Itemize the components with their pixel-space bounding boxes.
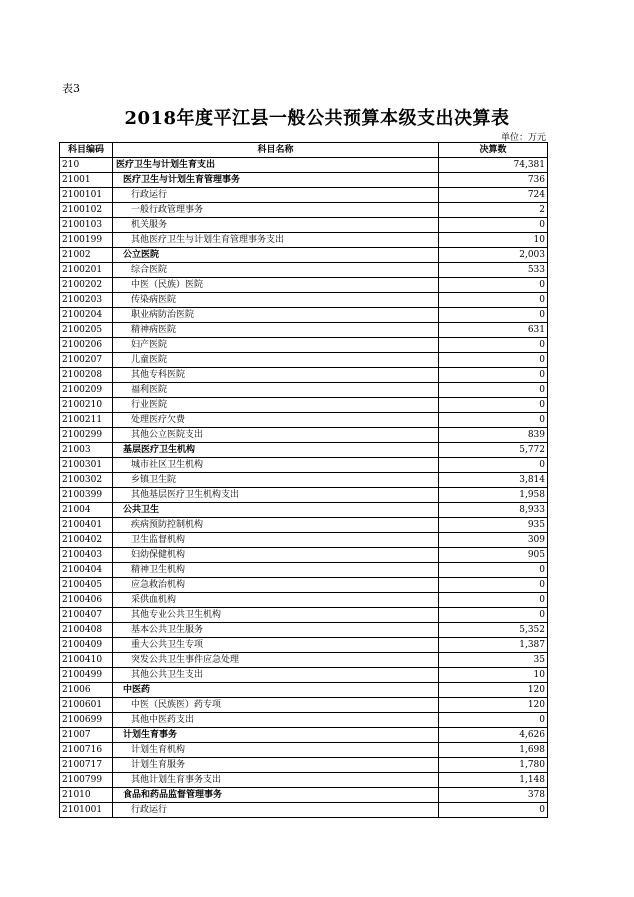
amount-cell: 5,772 [439, 443, 548, 458]
code-cell: 21003 [60, 443, 113, 458]
amount-cell: 5,352 [439, 623, 548, 638]
amount-cell: 0 [439, 308, 548, 323]
name-cell: 其他计划生育事务支出 [113, 773, 439, 788]
table-row [60, 638, 548, 653]
table-row [60, 548, 548, 563]
amount-cell: 3,814 [439, 473, 548, 488]
code-cell: 2100203 [60, 293, 113, 308]
table-header-row [60, 143, 548, 158]
name-cell: 其他基层医疗卫生机构支出 [113, 488, 439, 503]
code-cell: 2100699 [60, 713, 113, 728]
table-row [60, 203, 548, 218]
name-cell: 公共卫生 [113, 503, 439, 518]
code-cell: 21010 [60, 788, 113, 803]
code-cell: 2100499 [60, 668, 113, 683]
amount-cell: 724 [439, 188, 548, 203]
table-row [60, 413, 548, 428]
code-cell: 21004 [60, 503, 113, 518]
name-cell: 传染病医院 [113, 293, 439, 308]
name-cell: 基本公共卫生服务 [113, 623, 439, 638]
name-cell: 其他专科医院 [113, 368, 439, 383]
name-cell: 精神卫生机构 [113, 563, 439, 578]
amount-cell: 2,003 [439, 248, 548, 263]
name-cell: 其他医疗卫生与计划生育管理事务支出 [113, 233, 439, 248]
amount-cell: 0 [439, 368, 548, 383]
table-row [60, 743, 548, 758]
code-cell: 2100202 [60, 278, 113, 293]
name-cell: 机关服务 [113, 218, 439, 233]
amount-cell: 0 [439, 593, 548, 608]
name-cell: 其他中医药支出 [113, 713, 439, 728]
name-cell: 城市社区卫生机构 [113, 458, 439, 473]
table-row [60, 728, 548, 743]
amount-cell: 1,387 [439, 638, 548, 653]
amount-cell: 0 [439, 353, 548, 368]
code-cell: 210 [60, 158, 113, 173]
amount-cell: 905 [439, 548, 548, 563]
code-cell: 2100716 [60, 743, 113, 758]
name-cell: 行政运行 [113, 188, 439, 203]
amount-cell: 378 [439, 788, 548, 803]
table-row [60, 233, 548, 248]
table-row [60, 398, 548, 413]
unit-label: 单位：万元 [500, 133, 546, 143]
table-row [60, 218, 548, 233]
amount-cell: 120 [439, 698, 548, 713]
table-row [60, 803, 548, 818]
table-row [60, 503, 548, 518]
code-cell: 2100406 [60, 593, 113, 608]
amount-cell: 0 [439, 413, 548, 428]
amount-cell: 533 [439, 263, 548, 278]
table-row [60, 473, 548, 488]
code-cell: 2100410 [60, 653, 113, 668]
name-cell: 行政运行 [113, 803, 439, 818]
table-row [60, 443, 548, 458]
name-cell: 计划生育机构 [113, 743, 439, 758]
amount-cell: 0 [439, 398, 548, 413]
name-cell: 中医药 [113, 683, 439, 698]
code-cell: 2100601 [60, 698, 113, 713]
table-row [60, 158, 548, 173]
amount-cell: 10 [439, 233, 548, 248]
table-row [60, 353, 548, 368]
amount-cell: 0 [439, 458, 548, 473]
code-cell: 2100207 [60, 353, 113, 368]
table-row [60, 368, 548, 383]
amount-cell: 1,148 [439, 773, 548, 788]
amount-cell: 1,958 [439, 488, 548, 503]
table-row [60, 173, 548, 188]
name-cell: 医疗卫生与计划生育管理事务 [113, 173, 439, 188]
table-row [60, 323, 548, 338]
amount-cell: 736 [439, 173, 548, 188]
header-amount: 决算数 [439, 143, 548, 158]
table-row [60, 518, 548, 533]
table-row [60, 428, 548, 443]
code-cell: 2100204 [60, 308, 113, 323]
table-label: 表3 [62, 82, 80, 95]
code-cell: 2100299 [60, 428, 113, 443]
code-cell: 21007 [60, 728, 113, 743]
table-row [60, 563, 548, 578]
table-row [60, 383, 548, 398]
name-cell: 卫生监督机构 [113, 533, 439, 548]
table-row [60, 308, 548, 323]
code-cell: 2100302 [60, 473, 113, 488]
table-row [60, 188, 548, 203]
name-cell: 计划生育服务 [113, 758, 439, 773]
amount-cell: 631 [439, 323, 548, 338]
amount-cell: 0 [439, 803, 548, 818]
amount-cell: 0 [439, 338, 548, 353]
code-cell: 2100409 [60, 638, 113, 653]
name-cell: 综合医院 [113, 263, 439, 278]
name-cell: 应急救治机构 [113, 578, 439, 593]
name-cell: 重大公共卫生专项 [113, 638, 439, 653]
code-cell: 2100102 [60, 203, 113, 218]
name-cell: 食品和药品监督管理事务 [113, 788, 439, 803]
amount-cell: 4,626 [439, 728, 548, 743]
header-code: 科目编码 [60, 143, 113, 158]
code-cell: 21002 [60, 248, 113, 263]
code-cell: 2100404 [60, 563, 113, 578]
code-cell: 2100408 [60, 623, 113, 638]
amount-cell: 2 [439, 203, 548, 218]
table-row [60, 758, 548, 773]
code-cell: 2100211 [60, 413, 113, 428]
name-cell: 疾病预防控制机构 [113, 518, 439, 533]
name-cell: 福利医院 [113, 383, 439, 398]
amount-cell: 0 [439, 608, 548, 623]
name-cell: 计划生育事务 [113, 728, 439, 743]
table-row [60, 788, 548, 803]
code-cell: 2100103 [60, 218, 113, 233]
name-cell: 其他公立医院支出 [113, 428, 439, 443]
table-row [60, 593, 548, 608]
amount-cell: 935 [439, 518, 548, 533]
code-cell: 2100407 [60, 608, 113, 623]
amount-cell: 1,780 [439, 758, 548, 773]
amount-cell: 0 [439, 578, 548, 593]
code-cell: 2100210 [60, 398, 113, 413]
table-row [60, 578, 548, 593]
name-cell: 突发公共卫生事件应急处理 [113, 653, 439, 668]
name-cell: 行业医院 [113, 398, 439, 413]
header-name: 科目名称 [113, 143, 439, 158]
code-cell: 2101001 [60, 803, 113, 818]
table-row [60, 533, 548, 548]
name-cell: 公立医院 [113, 248, 439, 263]
code-cell: 2100402 [60, 533, 113, 548]
name-cell: 一般行政管理事务 [113, 203, 439, 218]
code-cell: 2100399 [60, 488, 113, 503]
name-cell: 职业病防治医院 [113, 308, 439, 323]
name-cell: 妇产医院 [113, 338, 439, 353]
amount-cell: 0 [439, 563, 548, 578]
table-row [60, 293, 548, 308]
code-cell: 21006 [60, 683, 113, 698]
code-cell: 2100199 [60, 233, 113, 248]
code-cell: 2100205 [60, 323, 113, 338]
budget-table [59, 142, 548, 818]
table-row [60, 653, 548, 668]
amount-cell: 0 [439, 713, 548, 728]
name-cell: 中医（民族）医院 [113, 278, 439, 293]
code-cell: 2100206 [60, 338, 113, 353]
amount-cell: 10 [439, 668, 548, 683]
code-cell: 2100799 [60, 773, 113, 788]
table-row [60, 713, 548, 728]
table-row [60, 683, 548, 698]
table-row [60, 698, 548, 713]
table-body [60, 158, 548, 818]
table-row [60, 623, 548, 638]
code-cell: 2100101 [60, 188, 113, 203]
amount-cell: 74,381 [439, 158, 548, 173]
amount-cell: 309 [439, 533, 548, 548]
name-cell: 处理医疗欠费 [113, 413, 439, 428]
code-cell: 2100208 [60, 368, 113, 383]
name-cell: 其他公共卫生支出 [113, 668, 439, 683]
table-row [60, 278, 548, 293]
code-cell: 2100717 [60, 758, 113, 773]
amount-cell: 8,933 [439, 503, 548, 518]
amount-cell: 0 [439, 293, 548, 308]
name-cell: 乡镇卫生院 [113, 473, 439, 488]
name-cell: 采供血机构 [113, 593, 439, 608]
amount-cell: 35 [439, 653, 548, 668]
amount-cell: 839 [439, 428, 548, 443]
amount-cell: 120 [439, 683, 548, 698]
page-title: 2018年度平江县一般公共预算本级支出决算表 [124, 108, 510, 129]
name-cell: 基层医疗卫生机构 [113, 443, 439, 458]
table-row [60, 458, 548, 473]
amount-cell: 0 [439, 278, 548, 293]
table-row [60, 338, 548, 353]
code-cell: 2100209 [60, 383, 113, 398]
code-cell: 21001 [60, 173, 113, 188]
amount-cell: 1,698 [439, 743, 548, 758]
name-cell: 妇幼保健机构 [113, 548, 439, 563]
code-cell: 2100401 [60, 518, 113, 533]
table-row [60, 773, 548, 788]
table-row [60, 488, 548, 503]
amount-cell: 0 [439, 218, 548, 233]
amount-cell: 0 [439, 383, 548, 398]
table-row [60, 248, 548, 263]
name-cell: 中医（民族医）药专项 [113, 698, 439, 713]
code-cell: 2100201 [60, 263, 113, 278]
table-row [60, 608, 548, 623]
code-cell: 2100403 [60, 548, 113, 563]
name-cell: 儿童医院 [113, 353, 439, 368]
table-row [60, 263, 548, 278]
code-cell: 2100301 [60, 458, 113, 473]
name-cell: 其他专业公共卫生机构 [113, 608, 439, 623]
code-cell: 2100405 [60, 578, 113, 593]
name-cell: 精神病医院 [113, 323, 439, 338]
table-row [60, 668, 548, 683]
name-cell: 医疗卫生与计划生育支出 [113, 158, 439, 173]
